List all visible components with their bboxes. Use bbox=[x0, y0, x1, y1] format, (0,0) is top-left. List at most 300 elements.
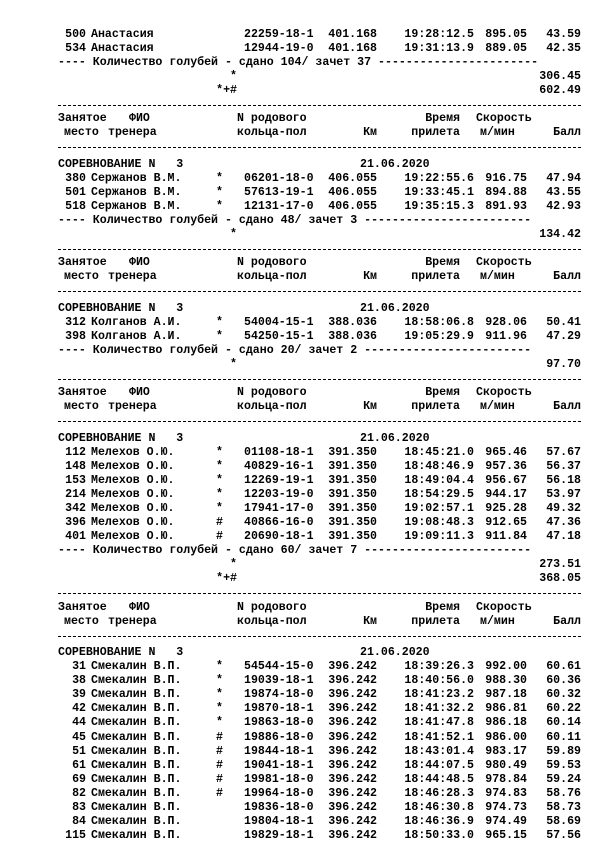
section-title-row bbox=[0, 432, 600, 446]
score-cell: 47.29 bbox=[546, 330, 581, 344]
col-ring-header: N родового bbox=[237, 112, 307, 126]
speed-cell: 957.36 bbox=[485, 460, 527, 474]
table-row bbox=[0, 446, 600, 460]
place-cell: 214 bbox=[65, 488, 86, 502]
km-cell: 396.242 bbox=[328, 674, 377, 688]
table-row bbox=[0, 674, 600, 688]
trainer-name-cell: Мелехов О.Ю. bbox=[91, 530, 175, 544]
score-cell: 57.67 bbox=[546, 445, 581, 459]
col-fio-header: ФИО bbox=[129, 256, 150, 270]
flag-cell: * bbox=[216, 460, 223, 474]
table-row bbox=[0, 316, 600, 330]
time-cell: 18:45:21.0 bbox=[404, 445, 474, 459]
ring-cell: 19804-18-1 bbox=[244, 814, 314, 828]
column-header-row-2 bbox=[0, 270, 600, 284]
time-cell: 18:46:36.9 bbox=[404, 814, 474, 828]
flag-cell: * bbox=[216, 316, 223, 330]
km-cell: 406.055 bbox=[328, 200, 377, 214]
table-row bbox=[0, 172, 600, 186]
col-km-header: Км bbox=[363, 400, 377, 414]
speed-cell: 986.18 bbox=[485, 716, 527, 730]
time-cell: 18:40:56.0 bbox=[404, 674, 474, 688]
section-title-row bbox=[0, 302, 600, 316]
column-header-row-1 bbox=[0, 386, 600, 400]
speed-cell: 928.06 bbox=[485, 316, 527, 330]
col-ring-header: N родового bbox=[237, 386, 307, 400]
total-row bbox=[0, 70, 600, 84]
score-cell: 58.69 bbox=[546, 814, 581, 828]
flag-cell: * bbox=[216, 674, 223, 688]
speed-cell: 986.81 bbox=[485, 702, 527, 716]
col-place-header: Занятое bbox=[58, 112, 107, 126]
col-arrival-header: прилета bbox=[411, 614, 460, 628]
table-row bbox=[0, 530, 600, 544]
ring-cell: 19964-18-0 bbox=[244, 786, 314, 800]
time-cell: 19:31:13.9 bbox=[404, 42, 474, 56]
column-header-row-1 bbox=[0, 601, 600, 615]
trainer-name-cell: Колганов А.И. bbox=[91, 316, 182, 330]
place-cell: 45 bbox=[72, 730, 86, 744]
trainer-name-cell: Смекалин В.П. bbox=[91, 758, 182, 772]
col-time-header: Время bbox=[425, 600, 460, 614]
score-cell: 60.11 bbox=[546, 730, 581, 744]
speed-cell: 974.49 bbox=[485, 814, 527, 828]
summary-line bbox=[0, 544, 600, 558]
table-row bbox=[0, 815, 600, 829]
summary-line bbox=[0, 214, 600, 228]
flag-cell: # bbox=[216, 772, 223, 786]
place-cell: 69 bbox=[72, 772, 86, 786]
col-trainer-header: тренера bbox=[108, 614, 157, 628]
place-cell: 342 bbox=[65, 502, 86, 516]
km-cell: 391.350 bbox=[328, 488, 377, 502]
total-row bbox=[0, 572, 600, 586]
trainer-name-cell: Мелехов О.Ю. bbox=[91, 460, 175, 474]
flag-cell: # bbox=[216, 786, 223, 800]
place-cell: 148 bbox=[65, 460, 86, 474]
place-cell: 51 bbox=[72, 744, 86, 758]
km-cell: 396.242 bbox=[328, 702, 377, 716]
trainer-name-cell: Мелехов О.Ю. bbox=[91, 474, 175, 488]
score-cell: 53.97 bbox=[546, 488, 581, 502]
col-fio-header: ФИО bbox=[129, 600, 150, 614]
time-cell: 18:58:06.8 bbox=[404, 316, 474, 330]
col-arrival-header: прилета bbox=[411, 270, 460, 284]
section-rule-top-line bbox=[58, 593, 581, 594]
trainer-name-cell: Колганов А.И. bbox=[91, 330, 182, 344]
km-cell: 388.036 bbox=[328, 330, 377, 344]
score-cell: 47.18 bbox=[546, 530, 581, 544]
score-cell: 60.36 bbox=[546, 674, 581, 688]
speed-cell: 889.05 bbox=[485, 42, 527, 56]
place-cell: 312 bbox=[65, 316, 86, 330]
speed-cell: 956.67 bbox=[485, 474, 527, 488]
km-cell: 406.055 bbox=[328, 172, 377, 185]
time-cell: 18:43:01.4 bbox=[404, 744, 474, 758]
ring-cell: 19041-18-1 bbox=[244, 758, 314, 772]
km-cell: 391.350 bbox=[328, 502, 377, 516]
col-ring-header: N родового bbox=[237, 256, 307, 270]
ring-cell: 19039-18-1 bbox=[244, 674, 314, 688]
place-cell: 500 bbox=[65, 28, 86, 41]
col-arrival-header: прилета bbox=[411, 126, 460, 140]
col-place-header: Занятое bbox=[58, 600, 107, 614]
trainer-name-cell: Смекалин В.П. bbox=[91, 674, 182, 688]
total-value: 134.42 bbox=[539, 228, 581, 242]
summary-line bbox=[0, 56, 600, 70]
score-cell: 60.61 bbox=[546, 660, 581, 674]
col-score-header: Балл bbox=[553, 614, 581, 628]
col-arrival-header: прилета bbox=[411, 400, 460, 414]
place-cell: 44 bbox=[72, 716, 86, 730]
flag-cell: # bbox=[216, 516, 223, 530]
speed-cell: 974.83 bbox=[485, 786, 527, 800]
trainer-name-cell: Сержанов В.М. bbox=[91, 172, 182, 185]
ring-cell: 54004-15-1 bbox=[244, 316, 314, 330]
time-cell: 18:46:30.8 bbox=[404, 800, 474, 814]
speed-cell: 895.05 bbox=[485, 28, 527, 41]
speed-cell: 987.18 bbox=[485, 688, 527, 702]
flag-cell: * bbox=[216, 330, 223, 344]
col-ring-header-2: кольца-пол bbox=[237, 614, 307, 628]
section-rule-top bbox=[0, 372, 600, 386]
table-row bbox=[0, 787, 600, 801]
place-cell: 380 bbox=[65, 172, 86, 185]
score-cell: 43.55 bbox=[546, 186, 581, 200]
section-rule-top-line bbox=[58, 379, 581, 380]
total-mark: * bbox=[230, 558, 237, 572]
time-cell: 18:50:33.0 bbox=[404, 828, 474, 842]
score-cell: 58.73 bbox=[546, 800, 581, 814]
place-cell: 39 bbox=[72, 688, 86, 702]
time-cell: 18:41:23.2 bbox=[404, 688, 474, 702]
trainer-name-cell: Сержанов В.М. bbox=[91, 200, 182, 214]
score-cell: 42.93 bbox=[546, 200, 581, 214]
ring-cell: 01108-18-1 bbox=[244, 445, 314, 459]
km-cell: 396.242 bbox=[328, 772, 377, 786]
ring-cell: 54250-15-1 bbox=[244, 330, 314, 344]
section-rule-bottom bbox=[0, 414, 600, 428]
col-time-header: Время bbox=[425, 112, 460, 126]
ring-cell: 19874-18-0 bbox=[244, 688, 314, 702]
km-cell: 396.242 bbox=[328, 814, 377, 828]
trainer-name-cell: Анастасия bbox=[91, 42, 154, 56]
time-cell: 19:33:45.1 bbox=[404, 186, 474, 200]
section-title-row bbox=[0, 158, 600, 172]
km-cell: 396.242 bbox=[328, 800, 377, 814]
section-rule-bottom bbox=[0, 284, 600, 298]
col-ring-header-2: кольца-пол bbox=[237, 126, 307, 140]
column-header-row-1 bbox=[0, 256, 600, 270]
place-cell: 401 bbox=[65, 530, 86, 544]
flag-cell: * bbox=[216, 474, 223, 488]
km-cell: 401.168 bbox=[328, 28, 377, 41]
table-row bbox=[0, 516, 600, 530]
table-row bbox=[0, 42, 600, 56]
ring-cell: 12269-19-1 bbox=[244, 474, 314, 488]
trainer-name-cell: Смекалин В.П. bbox=[91, 716, 182, 730]
col-speed-header-2: м/мин bbox=[480, 270, 515, 284]
km-cell: 396.242 bbox=[328, 730, 377, 744]
table-row bbox=[0, 660, 600, 674]
speed-cell: 925.28 bbox=[485, 502, 527, 516]
col-place-header-2: место bbox=[64, 126, 99, 140]
place-cell: 153 bbox=[65, 474, 86, 488]
speed-cell: 988.30 bbox=[485, 674, 527, 688]
km-cell: 396.242 bbox=[328, 688, 377, 702]
flag-cell: # bbox=[216, 744, 223, 758]
speed-cell: 965.46 bbox=[485, 445, 527, 459]
competition-title: СОРЕВНОВАНИЕ N 3 bbox=[58, 431, 184, 445]
time-cell: 19:22:55.6 bbox=[404, 172, 474, 185]
time-cell: 19:05:29.9 bbox=[404, 330, 474, 344]
section-rule-bottom-line bbox=[58, 147, 581, 148]
time-cell: 18:49:04.4 bbox=[404, 474, 474, 488]
flag-cell: * bbox=[216, 186, 223, 200]
place-cell: 112 bbox=[65, 445, 86, 459]
table-row bbox=[0, 773, 600, 787]
section-rule-bottom bbox=[0, 629, 600, 643]
total-value: 602.49 bbox=[539, 84, 581, 98]
total-mark: *+# bbox=[216, 84, 237, 98]
col-place-header: Занятое bbox=[58, 256, 107, 270]
table-row bbox=[0, 829, 600, 843]
ring-cell: 19844-18-1 bbox=[244, 744, 314, 758]
table-row bbox=[0, 474, 600, 488]
km-cell: 396.242 bbox=[328, 716, 377, 730]
table-row bbox=[0, 200, 600, 214]
score-cell: 50.41 bbox=[546, 316, 581, 330]
table-row bbox=[0, 28, 600, 42]
time-cell: 18:44:07.5 bbox=[404, 758, 474, 772]
section-rule-bottom-line bbox=[58, 636, 581, 637]
trainer-name-cell: Анастасия bbox=[91, 28, 154, 41]
time-cell: 19:02:57.1 bbox=[404, 502, 474, 516]
speed-cell: 978.84 bbox=[485, 772, 527, 786]
km-cell: 396.242 bbox=[328, 660, 377, 674]
table-row bbox=[0, 702, 600, 716]
score-cell: 42.35 bbox=[546, 42, 581, 56]
col-ring-header: N родового bbox=[237, 600, 307, 614]
place-cell: 61 bbox=[72, 758, 86, 772]
flag-cell: * bbox=[216, 502, 223, 516]
ring-cell: 54544-15-0 bbox=[244, 660, 314, 674]
total-value: 273.51 bbox=[539, 558, 581, 572]
km-cell: 396.242 bbox=[328, 828, 377, 842]
place-cell: 396 bbox=[65, 516, 86, 530]
trainer-name-cell: Смекалин В.П. bbox=[91, 744, 182, 758]
ring-cell: 19829-18-1 bbox=[244, 828, 314, 842]
col-speed-header: Скорость bbox=[476, 386, 532, 400]
speed-cell: 980.49 bbox=[485, 758, 527, 772]
flag-cell: # bbox=[216, 530, 223, 544]
time-cell: 19:35:15.3 bbox=[404, 200, 474, 214]
score-cell: 60.22 bbox=[546, 702, 581, 716]
trainer-name-cell: Смекалин В.П. bbox=[91, 730, 182, 744]
competition-title: СОРЕВНОВАНИЕ N 3 bbox=[58, 157, 184, 171]
km-cell: 406.055 bbox=[328, 186, 377, 200]
competition-date: 21.06.2020 bbox=[360, 431, 430, 445]
col-score-header: Балл bbox=[553, 270, 581, 284]
time-cell: 19:08:48.3 bbox=[404, 516, 474, 530]
table-row bbox=[0, 330, 600, 344]
flag-cell: # bbox=[216, 730, 223, 744]
table-row bbox=[0, 731, 600, 745]
speed-cell: 911.96 bbox=[485, 330, 527, 344]
section-rule-bottom-line bbox=[58, 421, 581, 422]
km-cell: 391.350 bbox=[328, 460, 377, 474]
col-time-header: Время bbox=[425, 256, 460, 270]
flag-cell: * bbox=[216, 716, 223, 730]
place-cell: 115 bbox=[65, 828, 86, 842]
time-cell: 19:28:12.5 bbox=[404, 28, 474, 41]
competition-date: 21.06.2020 bbox=[360, 646, 430, 660]
time-cell: 18:44:48.5 bbox=[404, 772, 474, 786]
trainer-name-cell: Мелехов О.Ю. bbox=[91, 445, 175, 459]
score-cell: 59.53 bbox=[546, 758, 581, 772]
col-km-header: Км bbox=[363, 614, 377, 628]
total-mark: *+# bbox=[216, 572, 237, 586]
score-cell: 56.18 bbox=[546, 474, 581, 488]
speed-cell: 916.75 bbox=[485, 172, 527, 185]
col-fio-header: ФИО bbox=[129, 112, 150, 126]
col-ring-header-2: кольца-пол bbox=[237, 400, 307, 414]
col-place-header-2: место bbox=[64, 270, 99, 284]
table-row bbox=[0, 759, 600, 773]
ring-cell: 40866-16-0 bbox=[244, 516, 314, 530]
ring-cell: 12203-19-0 bbox=[244, 488, 314, 502]
score-cell: 57.56 bbox=[546, 828, 581, 842]
section-rule-top bbox=[0, 98, 600, 112]
speed-cell: 992.00 bbox=[485, 660, 527, 674]
place-cell: 534 bbox=[65, 42, 86, 56]
summary-line bbox=[0, 344, 600, 358]
col-trainer-header: тренера bbox=[108, 270, 157, 284]
table-row bbox=[0, 716, 600, 730]
score-cell: 49.32 bbox=[546, 502, 581, 516]
place-cell: 31 bbox=[72, 660, 86, 674]
ring-cell: 12944-19-0 bbox=[244, 42, 314, 56]
summary-text: ---- Количество голубей - сдано 60/ зачет 7 ------------------------ bbox=[58, 544, 532, 558]
trainer-name-cell: Смекалин В.П. bbox=[91, 660, 182, 674]
score-cell: 58.76 bbox=[546, 786, 581, 800]
speed-cell: 944.17 bbox=[485, 488, 527, 502]
trainer-name-cell: Смекалин В.П. bbox=[91, 800, 182, 814]
ring-cell: 19870-18-1 bbox=[244, 702, 314, 716]
table-row bbox=[0, 502, 600, 516]
competition-date: 21.06.2020 bbox=[360, 301, 430, 315]
trainer-name-cell: Мелехов О.Ю. bbox=[91, 516, 175, 530]
flag-cell: * bbox=[216, 660, 223, 674]
column-header-row-1 bbox=[0, 112, 600, 126]
speed-cell: 983.17 bbox=[485, 744, 527, 758]
table-row bbox=[0, 801, 600, 815]
km-cell: 396.242 bbox=[328, 744, 377, 758]
time-cell: 18:46:28.3 bbox=[404, 786, 474, 800]
score-cell: 43.59 bbox=[546, 28, 581, 41]
km-cell: 391.350 bbox=[328, 445, 377, 459]
ring-cell: 57613-19-1 bbox=[244, 186, 314, 200]
ring-cell: 19863-18-0 bbox=[244, 716, 314, 730]
col-km-header: Км bbox=[363, 126, 377, 140]
ring-cell: 17941-17-0 bbox=[244, 502, 314, 516]
score-cell: 60.32 bbox=[546, 688, 581, 702]
score-cell: 59.89 bbox=[546, 744, 581, 758]
place-cell: 84 bbox=[72, 814, 86, 828]
place-cell: 501 bbox=[65, 186, 86, 200]
flag-cell: * bbox=[216, 172, 223, 185]
trainer-name-cell: Смекалин В.П. bbox=[91, 828, 182, 842]
place-cell: 83 bbox=[72, 800, 86, 814]
col-speed-header: Скорость bbox=[476, 112, 532, 126]
col-speed-header-2: м/мин bbox=[480, 126, 515, 140]
trainer-name-cell: Сержанов В.М. bbox=[91, 186, 182, 200]
km-cell: 391.350 bbox=[328, 516, 377, 530]
trainer-name-cell: Смекалин В.П. bbox=[91, 786, 182, 800]
score-cell: 60.14 bbox=[546, 716, 581, 730]
time-cell: 18:39:26.3 bbox=[404, 660, 474, 674]
column-header-row-2 bbox=[0, 400, 600, 414]
km-cell: 391.350 bbox=[328, 474, 377, 488]
col-score-header: Балл bbox=[553, 400, 581, 414]
summary-text: ---- Количество голубей - сдано 48/ зачет 3 ------------------------ bbox=[58, 214, 532, 228]
section-rule-top-line bbox=[58, 105, 581, 106]
place-cell: 42 bbox=[72, 702, 86, 716]
speed-cell: 986.00 bbox=[485, 730, 527, 744]
total-value: 97.70 bbox=[546, 358, 581, 372]
section-rule-top bbox=[0, 242, 600, 256]
summary-text: ---- Количество голубей - сдано 104/ зачет 37 ----------------------- bbox=[58, 56, 539, 70]
place-cell: 398 bbox=[65, 330, 86, 344]
col-trainer-header: тренера bbox=[108, 126, 157, 140]
trainer-name-cell: Смекалин В.П. bbox=[91, 702, 182, 716]
col-ring-header-2: кольца-пол bbox=[237, 270, 307, 284]
col-time-header: Время bbox=[425, 386, 460, 400]
trainer-name-cell: Мелехов О.Ю. bbox=[91, 488, 175, 502]
time-cell: 18:41:52.1 bbox=[404, 730, 474, 744]
section-rule-bottom bbox=[0, 140, 600, 154]
trainer-name-cell: Смекалин В.П. bbox=[91, 772, 182, 786]
flag-cell: * bbox=[216, 488, 223, 502]
competition-title: СОРЕВНОВАНИЕ N 3 bbox=[58, 301, 184, 315]
trainer-name-cell: Мелехов О.Ю. bbox=[91, 502, 175, 516]
flag-cell: * bbox=[216, 200, 223, 214]
time-cell: 18:48:46.9 bbox=[404, 460, 474, 474]
ring-cell: 22259-18-1 bbox=[244, 28, 314, 41]
col-fio-header: ФИО bbox=[129, 386, 150, 400]
ring-cell: 19981-18-0 bbox=[244, 772, 314, 786]
summary-text: ---- Количество голубей - сдано 20/ зачет 2 ------------------------ bbox=[58, 344, 532, 358]
flag-cell: * bbox=[216, 702, 223, 716]
ring-cell: 40829-16-1 bbox=[244, 460, 314, 474]
table-row bbox=[0, 745, 600, 759]
total-mark: * bbox=[230, 228, 237, 242]
time-cell: 18:54:29.5 bbox=[404, 488, 474, 502]
col-km-header: Км bbox=[363, 270, 377, 284]
km-cell: 396.242 bbox=[328, 786, 377, 800]
speed-cell: 974.73 bbox=[485, 800, 527, 814]
km-cell: 391.350 bbox=[328, 530, 377, 544]
section-rule-bottom-line bbox=[58, 291, 581, 292]
table-row bbox=[0, 460, 600, 474]
total-mark: * bbox=[230, 358, 237, 372]
total-row bbox=[0, 84, 600, 98]
speed-cell: 912.65 bbox=[485, 516, 527, 530]
flag-cell: * bbox=[216, 445, 223, 459]
col-score-header: Балл bbox=[553, 126, 581, 140]
time-cell: 18:41:47.8 bbox=[404, 716, 474, 730]
total-row bbox=[0, 558, 600, 572]
